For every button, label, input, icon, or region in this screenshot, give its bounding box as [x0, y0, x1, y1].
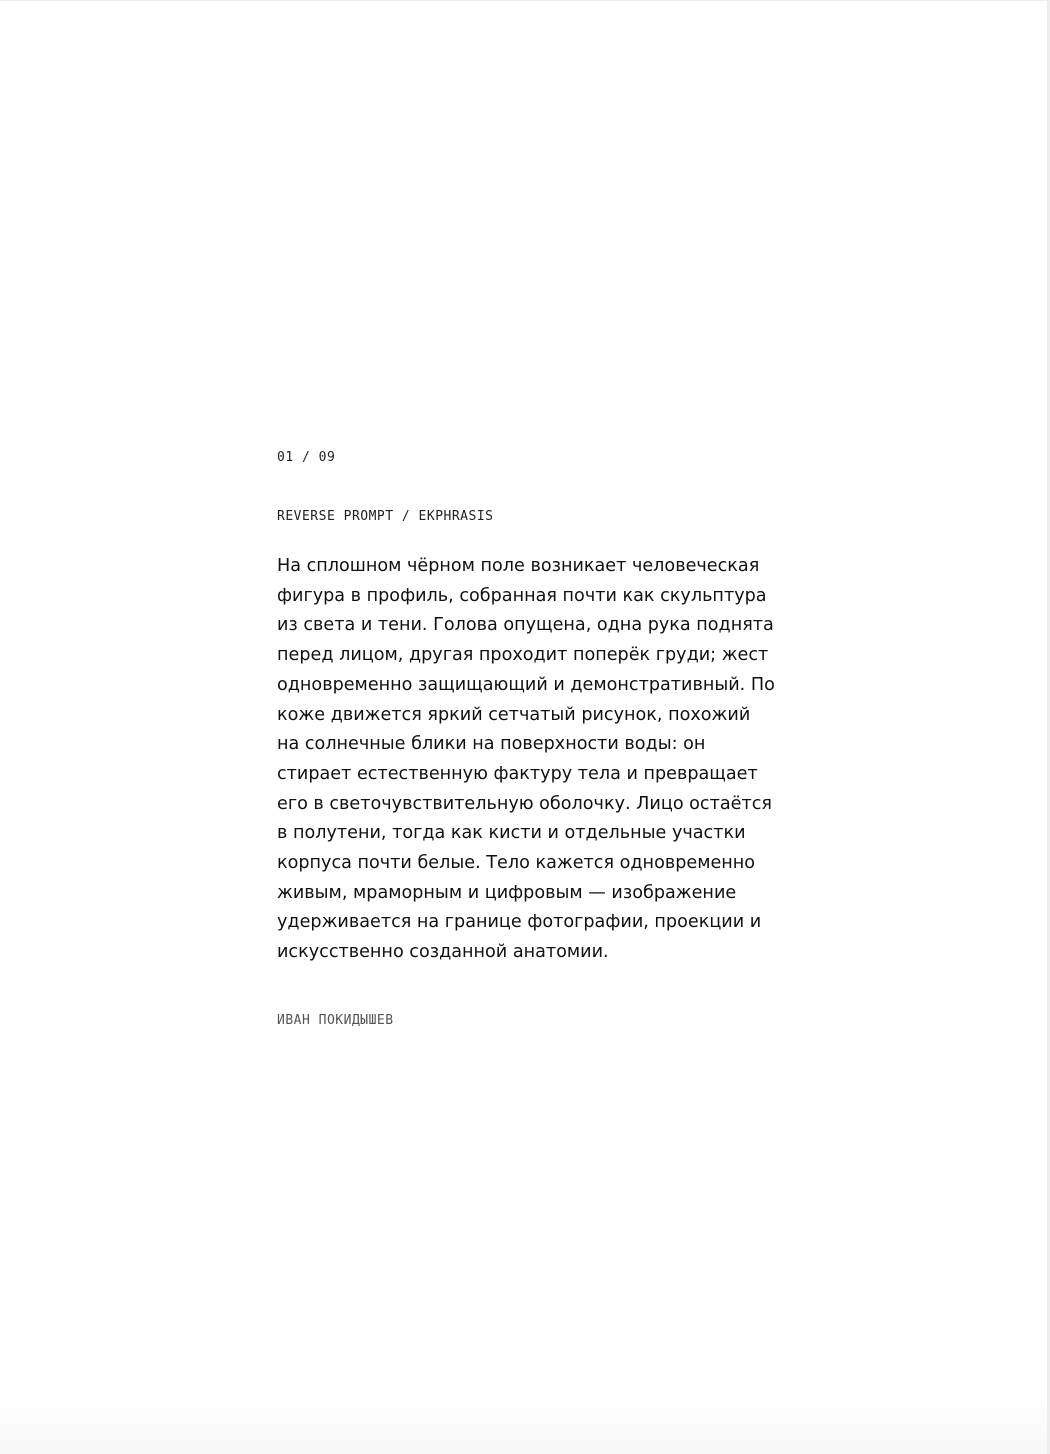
page-counter: 01 / 09 — [277, 450, 336, 465]
body-paragraph: На сплошном чёрном поле возникает человеческая фигура в профиль, собранная почти как скульптура из света и тени. Голова опущена, одна рука поднята перед лицом, другая проходит поперёк груди; жест одновременно защищающий и демонстративный. По коже движется яркий сетчатый рисунок, похожий на солнечные блики на поверхности воды: он стирает естественную фактуру тела и превращает его в светочувствительную оболочку. Лицо остаётся в полутени, тогда как кисти и отдельные участки корпуса почти белые. Тело кажется одновременно живым, мраморным и цифровым — изображение удерживается на границе фотографии, проекции и искусственно созданной анатомии. — [277, 556, 775, 963]
author-name: ИВАН ПОКИДЫШЕВ — [277, 1012, 394, 1028]
text-block — [277, 449, 777, 1030]
section-kicker: REVERSE PROMPT / EKPHRASIS — [277, 509, 494, 524]
